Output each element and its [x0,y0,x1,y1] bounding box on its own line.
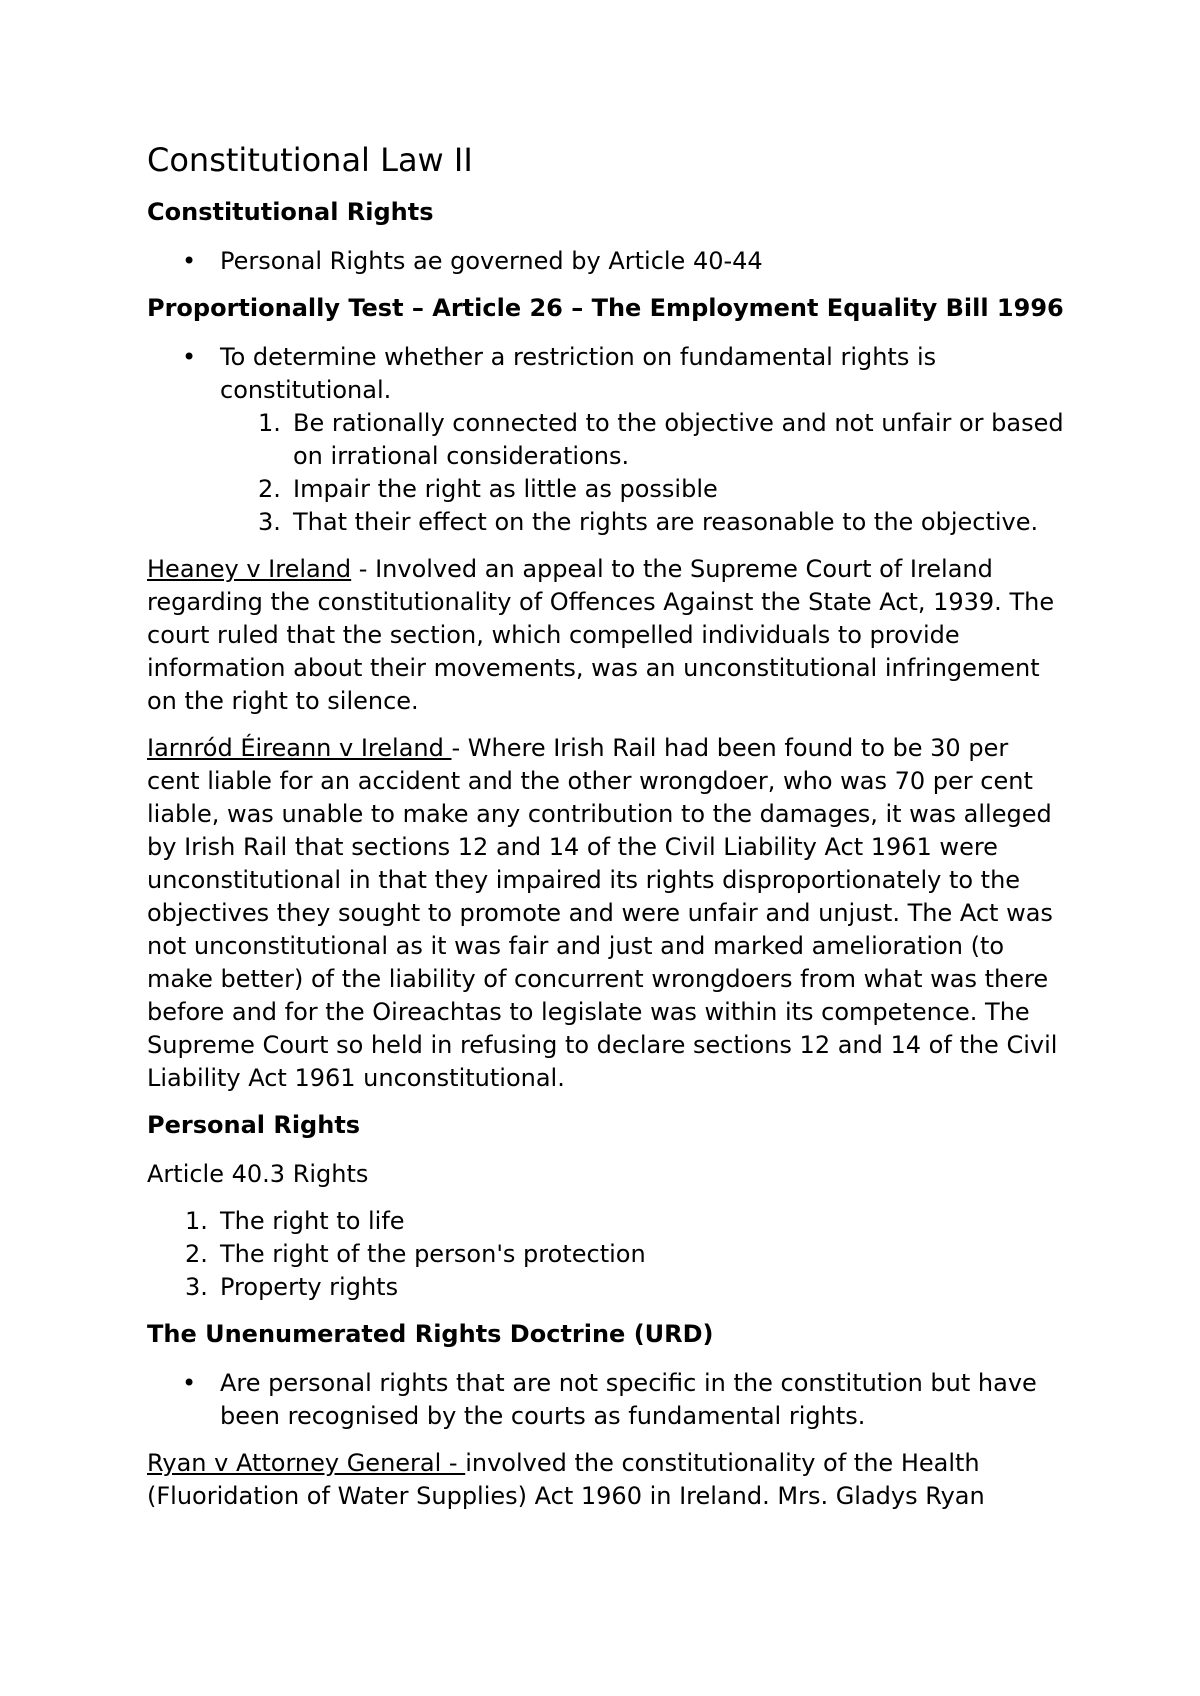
list-item [258,407,1067,473]
case-text: involved the constitutionality of the Health (Fluoridation of Water Supplies) Act 1960 in Ireland. Mrs. Gladys Ryan [147,1449,985,1510]
case-text: - Involved an appeal to the Supreme Court of Ireland regarding the constitutionality of Offences Against the State Act, 1939. The court ruled that the section, which compelled individuals to provide information about their movements, was an unconstitutional infringement on the right to silence. [147,555,1055,715]
list-item [258,506,1067,539]
bullet-list [147,341,1067,539]
case-name: Ryan v Attorney General - [147,1449,466,1477]
list-item [258,473,1067,506]
bullet-text: To determine whether a restriction on fundamental rights is constitutional. [220,343,937,404]
list-text: The right of the person's protection [220,1240,646,1268]
list-number: 1. [258,409,281,437]
bullet-item: • Are personal rights that are not specific in the constitution but have been recognised by the courts as fundamental rights. [220,1367,1067,1433]
list-item [185,1271,1067,1304]
list-item [185,1238,1067,1271]
list-item [185,1205,1067,1238]
case-name: Heaney v Ireland [147,555,352,583]
list-text: That their effect on the rights are reasonable to the objective. [293,508,1039,536]
list-number: 3. [258,508,281,536]
heading-proportionality-test: Proportionally Test – Article 26 – The Employment Equality Bill 1996 [147,294,1064,322]
list-number: 2. [258,475,281,503]
document-page [147,140,1067,1527]
document-title: Constitutional Law II [147,141,473,179]
numbered-list [147,1205,1067,1304]
case-paragraph-heaney [147,553,1067,718]
list-number: 3. [185,1273,208,1301]
bullet-list [147,245,1067,278]
heading-personal-rights: Personal Rights [147,1111,361,1139]
heading-constitutional-rights: Constitutional Rights [147,198,434,226]
bullet-list [147,1367,1067,1433]
bullet-item [220,341,1067,539]
list-text: Be rationally connected to the objective and not unfair or based on irrational considerations. [293,409,1064,470]
bullet-item: • Personal Rights ae governed by Article 40-44 [220,245,1067,278]
case-name: Iarnród Éireann v Ireland [147,734,452,762]
numbered-list [220,407,1067,539]
case-paragraph-ryan [147,1447,1067,1513]
list-number: 2. [185,1240,208,1268]
list-text: Property rights [220,1273,399,1301]
list-text: The right to life [220,1207,405,1235]
heading-unenumerated-rights: The Unenumerated Rights Doctrine (URD) [147,1320,714,1348]
list-text: Impair the right as little as possible [293,475,718,503]
paragraph-article-40-3: Article 40.3 Rights [147,1160,369,1188]
list-number: 1. [185,1207,208,1235]
case-text: - Where Irish Rail had been found to be 30 per cent liable for an accident and the other wrongdoer, who was 70 per cent liable, was unable to make any contribution to the damages, it was alleged by Irish Rail that sections 12 and 14 of the Civil Liability Act 1961 were unconstitutional in that they impaired its rights disproportionately to the objectives they sought to promote and were unfair and unjust. The Act was not unconstitutional as it was fair and just and marked amelioration (to make better) of the liability of concurrent wrongdoers from what was there before and for the Oireachtas to legislate was within its competence. The Supreme Court so held in refusing to declare sections 12 and 14 of the Civil Liability Act 1961 unconstitutional. [147,734,1058,1092]
case-paragraph-iarnrod [147,732,1067,1095]
